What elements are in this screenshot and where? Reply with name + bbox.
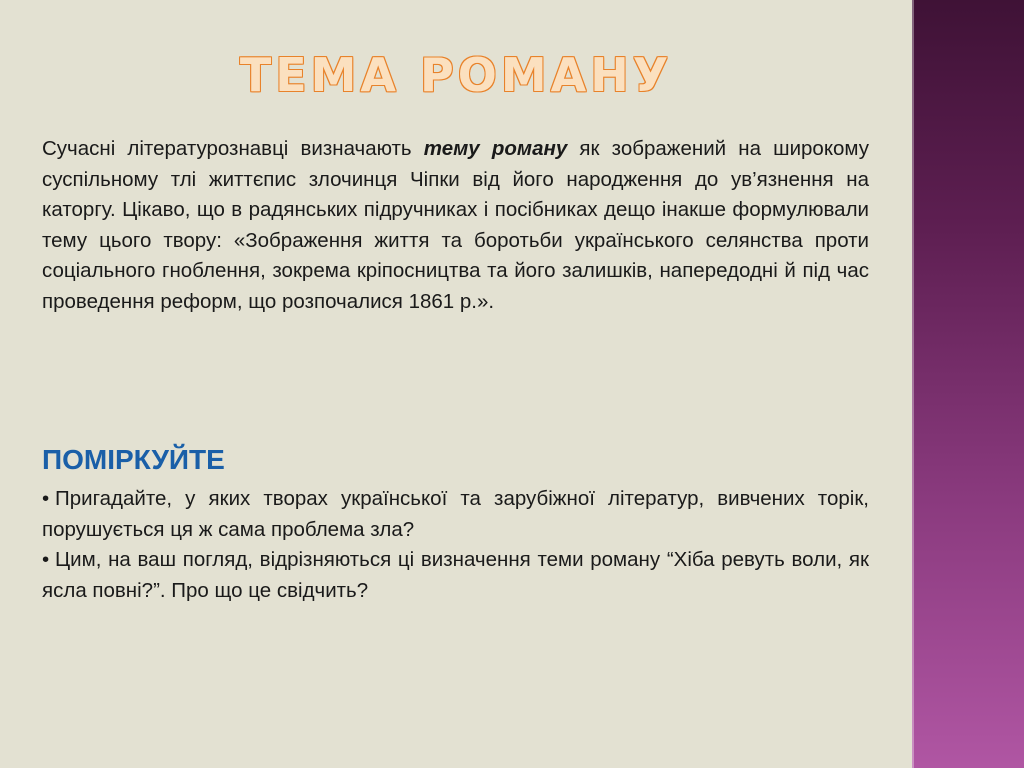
slide-title: ТЕМА РОМАНУ <box>239 48 673 102</box>
question-text-1: Пригадайте, у яких творах української та зарубіжної літератур, вивчених торік, порушується ця ж сама проблема зла? <box>42 487 869 541</box>
body-text-start: Сучасні літературознавці визначають <box>42 137 424 160</box>
question-item-1 <box>42 484 869 545</box>
body-paragraph <box>42 134 869 318</box>
think-heading: ПОМІРКУЙТЕ <box>42 444 225 475</box>
body-text-emphasis: тему роману <box>423 137 568 160</box>
question-item-2 <box>42 545 869 606</box>
bullet-icon: • <box>42 548 50 572</box>
question-text-2: Цим, на ваш погляд, відрізняються ці визначення теми роману “Хіба ревуть воли, як ясла повні?”. Про що це свідчить? <box>42 548 869 602</box>
body-text-end: як зображений на широкому суспільному тлі життєпис злочинця Чіпки від його народження до ув’язнення на каторгу. Цікаво, що в радянських підручниках і посібниках дещо інакше формулювали тему цього твору: «Зображення життя та боротьби українського селянства проти соціального гноблення, зокрема кріпосництва та його залишків, напередодні й під час проведення реформ, що розпочалися 1861 р.». <box>42 137 870 313</box>
questions-list <box>42 484 869 606</box>
decorative-side-band <box>912 0 1024 768</box>
bullet-icon: • <box>42 487 50 510</box>
